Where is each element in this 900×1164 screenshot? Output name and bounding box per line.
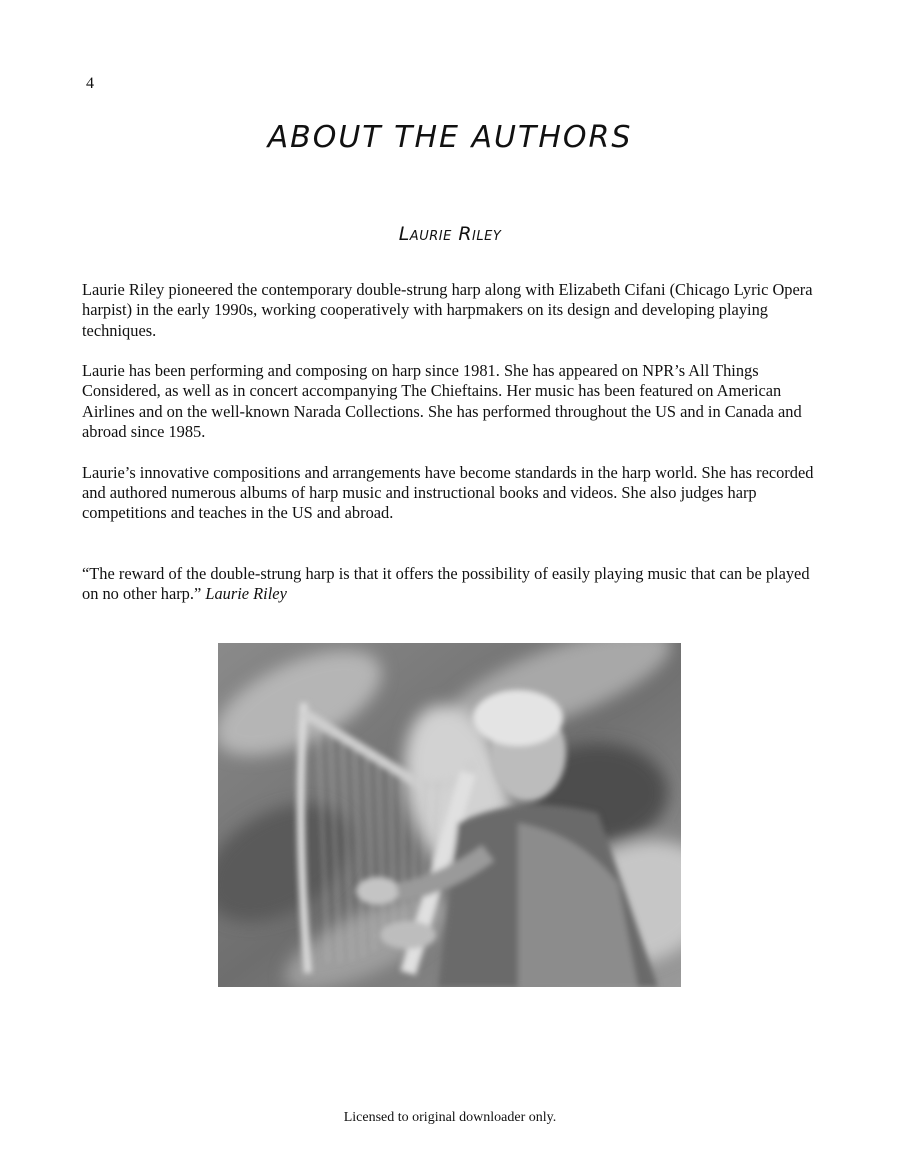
- bio-paragraph-3: Laurie’s innovative compositions and arrangements have become standards in the harp world. She has recorded and authored numerous albums of harp music and instructional books and videos. She also judges harp competitions and teaches in the US and abroad.: [82, 462, 814, 523]
- quote-attribution: Laurie Riley: [205, 584, 287, 604]
- quote-text: “The reward of the double-strung harp is that it offers the possibility of easily playing music that can be played on no other harp.”: [82, 564, 810, 604]
- bio-paragraph-1: Laurie Riley pioneered the contemporary double-strung harp along with Elizabeth Cifani (Chicago Lyric Opera harpist) in the early 1990s, working cooperatively with harpmakers on its design and developing playing techniques.: [82, 280, 813, 340]
- author-photo: [218, 643, 681, 987]
- page-number: 4: [86, 75, 94, 92]
- author-heading: Laurie Riley: [398, 223, 502, 245]
- author-bio: [82, 280, 822, 544]
- license-footer: Licensed to original downloader only.: [343, 1110, 557, 1125]
- author-quote: [82, 564, 822, 605]
- bio-paragraph-2: Laurie has been performing and composing on harp since 1981. She has appeared on NPR’s All Things Considered, as well as in concert accompanying The Chieftains. Her music has been featured on American Airlines and on the well-known Narada Collections. She has performed throughout the US and in Canada and abroad since 1985.: [82, 361, 802, 442]
- page-title: ABOUT THE AUTHORS: [267, 120, 633, 155]
